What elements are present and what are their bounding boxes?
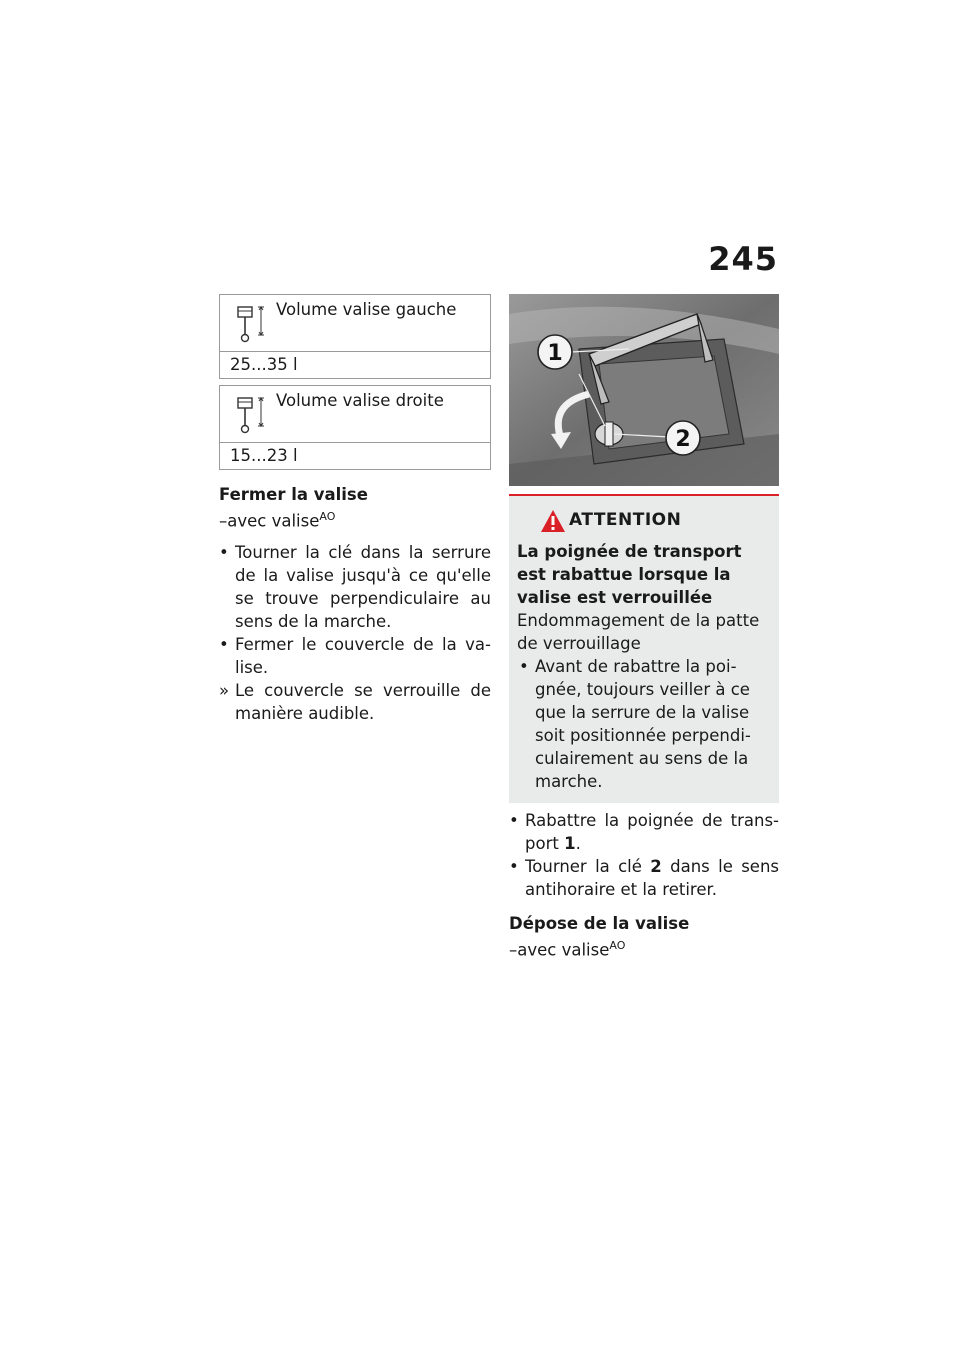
callout-ref: 1 xyxy=(564,834,576,853)
list-item: • Tourner la clé dans la serrure de la valise jusqu'à ce qu'elle se trouve perpendiculaire au sens de la marche. xyxy=(219,542,491,631)
condition-note: –avec valise$^{AO}$ xyxy=(509,939,626,960)
list-item: • Fermer le couvercle de la va-lise. xyxy=(219,634,491,677)
spec-label: Volume valise droite xyxy=(276,391,444,410)
spec-box-right-case xyxy=(219,385,491,470)
spec-box-left-case xyxy=(219,294,491,379)
warning-heading: La poignée de transport est rabattue lorsque la valise est verrouillée xyxy=(517,542,742,607)
spec-value: 25...35 l xyxy=(230,355,298,374)
callout-2: 2 xyxy=(675,427,691,452)
right-steps-list xyxy=(509,809,779,901)
list-item: » Le couvercle se verrouille de manière audible. xyxy=(219,680,491,723)
list-item: • Rabattre la poignée de trans-port 1. xyxy=(509,811,779,853)
warning-triangle-icon xyxy=(539,508,567,534)
section-heading-close: Fermer la valise xyxy=(219,485,368,504)
spec-value: 15...23 l xyxy=(230,446,298,465)
callout-ref: 2 xyxy=(650,857,662,876)
callout-1: 1 xyxy=(547,341,563,366)
spec-label: Volume valise gauche xyxy=(276,300,457,319)
option-code: AO xyxy=(319,510,336,523)
left-column xyxy=(219,294,491,725)
option-code: AO xyxy=(609,939,626,952)
warning-text: Endommagement de la patte de verrouillage xyxy=(517,611,760,653)
section-heading-remove: Dépose de la valise xyxy=(509,914,690,933)
warning-box xyxy=(509,496,779,803)
cylinder-measure-icon xyxy=(236,304,266,344)
close-steps-list xyxy=(219,541,491,725)
case-lock-illustration xyxy=(509,294,779,486)
list-item: • Tourner la clé 2 dans le sens antihoraire et la retirer. xyxy=(509,857,779,899)
page-number: 245 xyxy=(708,240,778,278)
warning-bullet: • Avant de rabattre la poi-gnée, toujours veiller à ce que la serrure de la valise soit positionnée perpendi-culairement au sens de la marche. xyxy=(519,657,751,791)
cylinder-measure-icon xyxy=(236,395,266,435)
warning-title: ATTENTION xyxy=(569,510,682,530)
condition-note: –avec valise$^{AO}$ xyxy=(219,510,336,531)
right-column xyxy=(509,294,779,962)
